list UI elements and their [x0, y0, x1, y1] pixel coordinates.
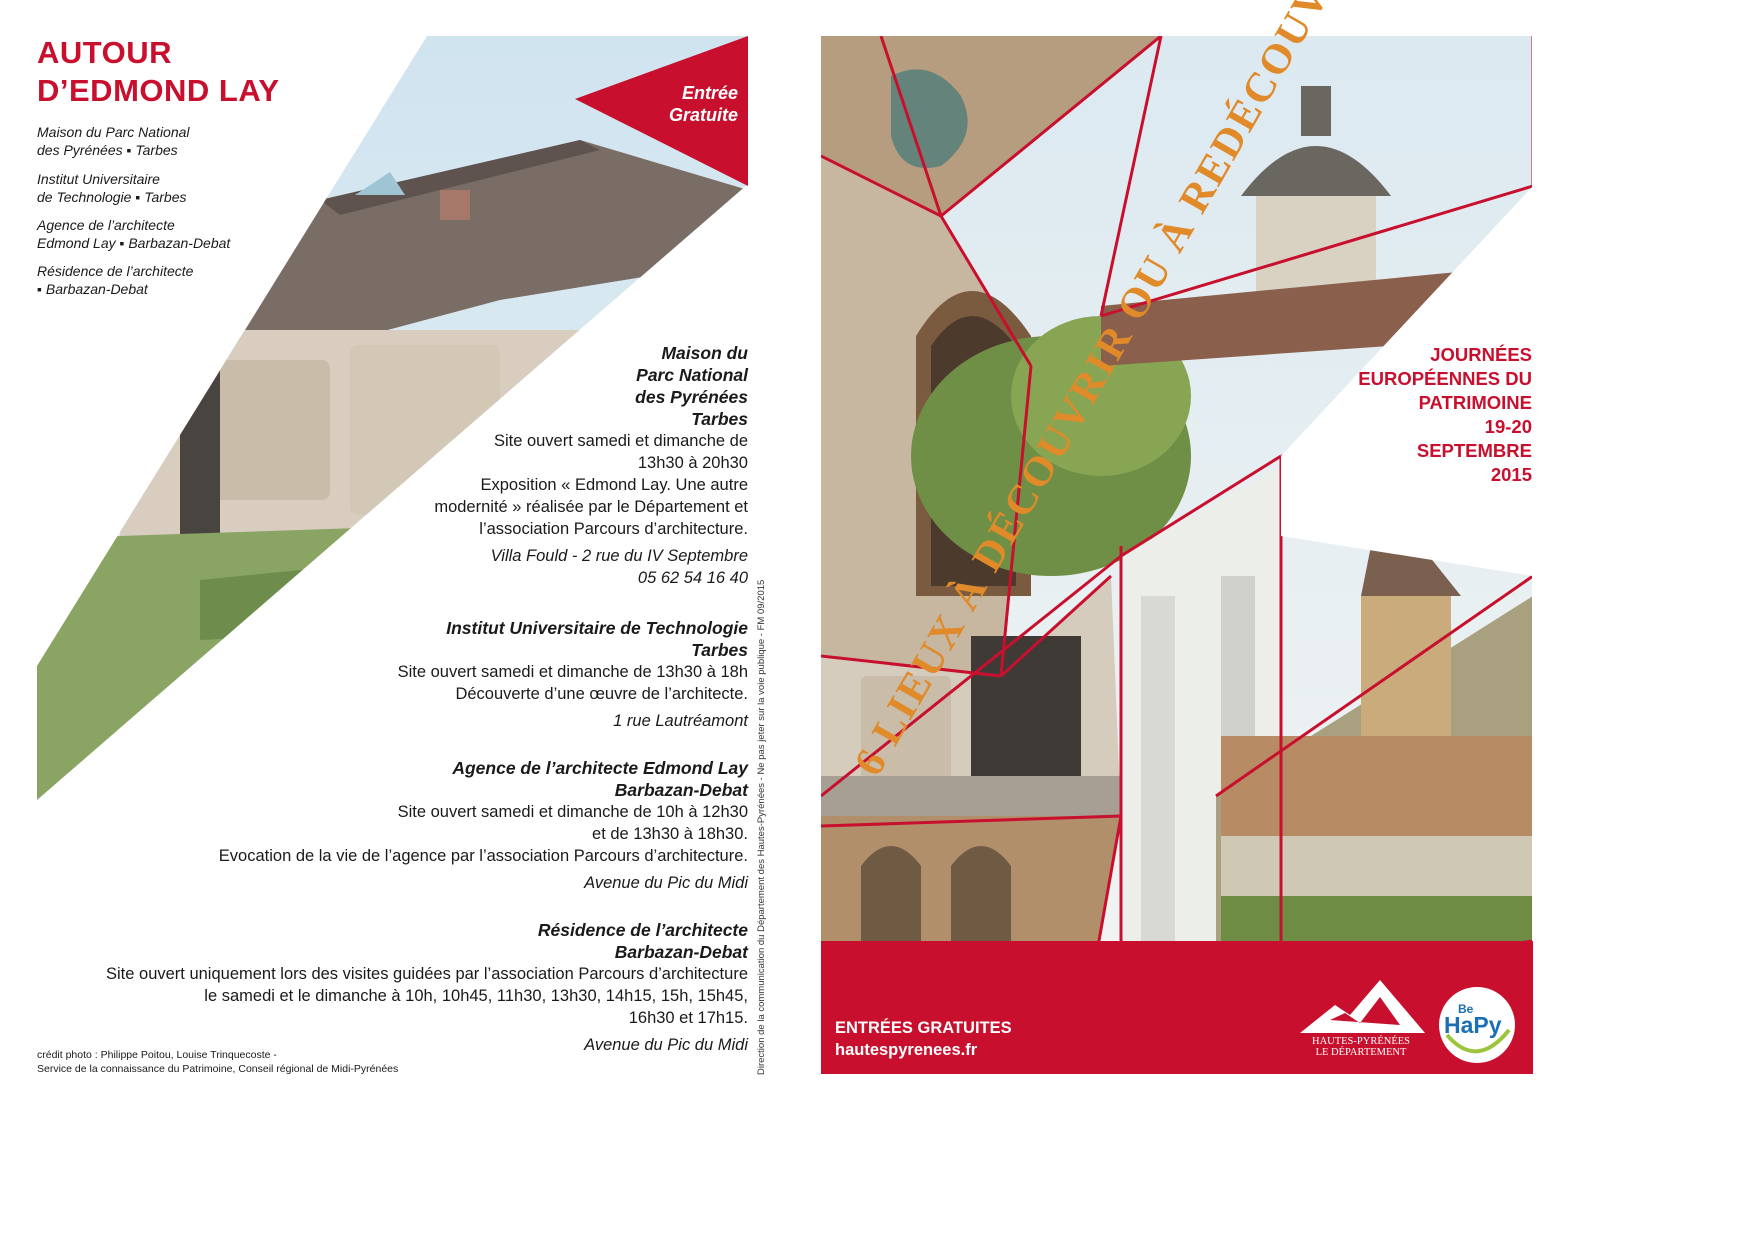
website-link[interactable]: hautespyrenees.fr [835, 1041, 978, 1059]
venue-text-line: Découverte d’une œuvre de l’architecte. [455, 685, 748, 703]
event-month: SEPTEMBRE [1416, 440, 1532, 461]
venue-text-line: l’association Parcours d’architecture. [479, 520, 748, 538]
ribbon-line: Entrée [681, 83, 738, 103]
be-happy-be: Be [1458, 1002, 1474, 1016]
venue-description [106, 963, 748, 1029]
venue-block-residence [106, 919, 748, 1056]
venue-short-line: Résidence de l’architecte [37, 263, 194, 279]
venue-short-2 [37, 170, 186, 206]
venue-text-line: et de 13h30 à 18h30. [592, 825, 748, 843]
venue-block-maison-du-parc [434, 342, 748, 589]
venue-short-4 [37, 262, 193, 298]
legal-note-vertical: Direction de la communication du Département des Hautes-Pyrénées - Ne pas jeter sur la voie publique - FM 09/2015 [756, 579, 767, 1075]
venue-address-line: Avenue du Pic du Midi [584, 874, 748, 892]
departement-name: HAUTES-PYRÉNÉES [1311, 1036, 1410, 1047]
venue-description [219, 801, 748, 867]
venue-name-line: Parc National [636, 365, 748, 385]
event-dates: 19-20 [1484, 416, 1532, 437]
venue-address [434, 545, 748, 589]
venue-name [434, 342, 748, 430]
venue-block-agence [219, 757, 748, 894]
departement-sub: LE DÉPARTEMENT [1315, 1047, 1407, 1058]
venue-text-line: le samedi et le dimanche à 10h, 10h45, 11h30, 13h30, 14h15, 15h, 15h45, [204, 987, 748, 1005]
venue-description [434, 430, 748, 540]
venue-phone: 05 62 54 16 40 [637, 569, 748, 587]
venue-text-line: 16h30 et 17h15. [628, 1009, 748, 1027]
departement-logo-text [1295, 1036, 1427, 1058]
venue-name-line: Tarbes [691, 409, 748, 429]
venue-short-3 [37, 216, 230, 252]
entrees-gratuites-label: ENTRÉES GRATUITES [835, 1019, 1012, 1037]
venue-text-line: 13h30 à 20h30 [637, 454, 748, 472]
venue-short-line: Institut Universitaire [37, 171, 160, 187]
venue-text-line: Exposition « Edmond Lay. Une autre [480, 476, 748, 494]
entree-gratuite-label [578, 82, 738, 126]
venue-name-line: Maison du [661, 343, 748, 363]
venue-short-line: ▪ Barbazan-Debat [37, 281, 148, 297]
venue-text-line: modernité » réalisée par le Département et [434, 498, 748, 516]
venue-address [398, 710, 748, 732]
left-page-title [37, 34, 280, 110]
venue-short-line: des Pyrénées ▪ Tarbes [37, 142, 178, 158]
venue-name-line: Tarbes [691, 640, 748, 660]
venue-name-line: des Pyrénées [635, 387, 748, 407]
venue-address-line: Villa Fould - 2 rue du IV Septembre [490, 547, 748, 565]
venue-text-line: Evocation de la vie de l’agence par l’association Parcours d’architecture. [218, 847, 748, 865]
venue-description [398, 661, 748, 705]
hautes-pyrenees-mountain-icon [1300, 975, 1425, 1035]
event-title-line: EUROPÉENNES DU [1358, 368, 1532, 389]
event-title-line: JOURNÉES [1430, 344, 1532, 365]
venue-address-line: Avenue du Pic du Midi [584, 1036, 748, 1054]
be-happy-hapy: HaPy [1444, 1012, 1502, 1038]
venue-block-iut [398, 617, 748, 732]
venue-name [219, 757, 748, 801]
venue-name-line: Institut Universitaire de Technologie [446, 618, 748, 638]
venue-name-line: Agence de l’architecte Edmond Lay [452, 758, 748, 778]
venue-name-line: Barbazan-Debat [614, 942, 748, 962]
title-line: D’EDMOND LAY [37, 73, 280, 108]
event-year: 2015 [1490, 464, 1532, 485]
footer-info [835, 1017, 1012, 1061]
venue-text-line: Site ouvert samedi et dimanche de 13h30 à 18h [397, 663, 748, 681]
event-title [1290, 343, 1532, 487]
venue-short-line: Maison du Parc National [37, 124, 190, 140]
event-title-line: PATRIMOINE [1418, 392, 1532, 413]
credit-line: Service de la connaissance du Patrimoine, Conseil régional de Midi-Pyrénées [37, 1063, 399, 1075]
venue-name-line: Barbazan-Debat [614, 780, 748, 800]
title-line: AUTOUR [37, 35, 173, 70]
venue-name [106, 919, 748, 963]
venue-short-1 [37, 123, 190, 159]
venue-short-line: Edmond Lay ▪ Barbazan-Debat [37, 235, 231, 251]
venue-text-line: Site ouvert uniquement lors des visites guidées par l’association Parcours d’architecture [106, 965, 748, 983]
venue-text-line: Site ouvert samedi et dimanche de [493, 432, 748, 450]
venue-address [219, 872, 748, 894]
credit-line: crédit photo : Philippe Poitou, Louise Trinquecoste - [37, 1049, 277, 1061]
venue-short-line: Agence de l’architecte [37, 217, 175, 233]
venue-name [398, 617, 748, 661]
venue-short-line: de Technologie ▪ Tarbes [37, 189, 187, 205]
venue-text-line: Site ouvert samedi et dimanche de 10h à 12h30 [397, 803, 748, 821]
venue-name-line: Résidence de l’architecte [537, 920, 748, 940]
photo-credit [37, 1048, 398, 1076]
venue-address-line: 1 rue Lautréamont [613, 712, 748, 730]
slogan-diagonal: 6 LIEUX À DÉCOUVRIR OU À REDÉCOUVRIR [845, 0, 1381, 784]
ribbon-line: Gratuite [668, 105, 738, 125]
